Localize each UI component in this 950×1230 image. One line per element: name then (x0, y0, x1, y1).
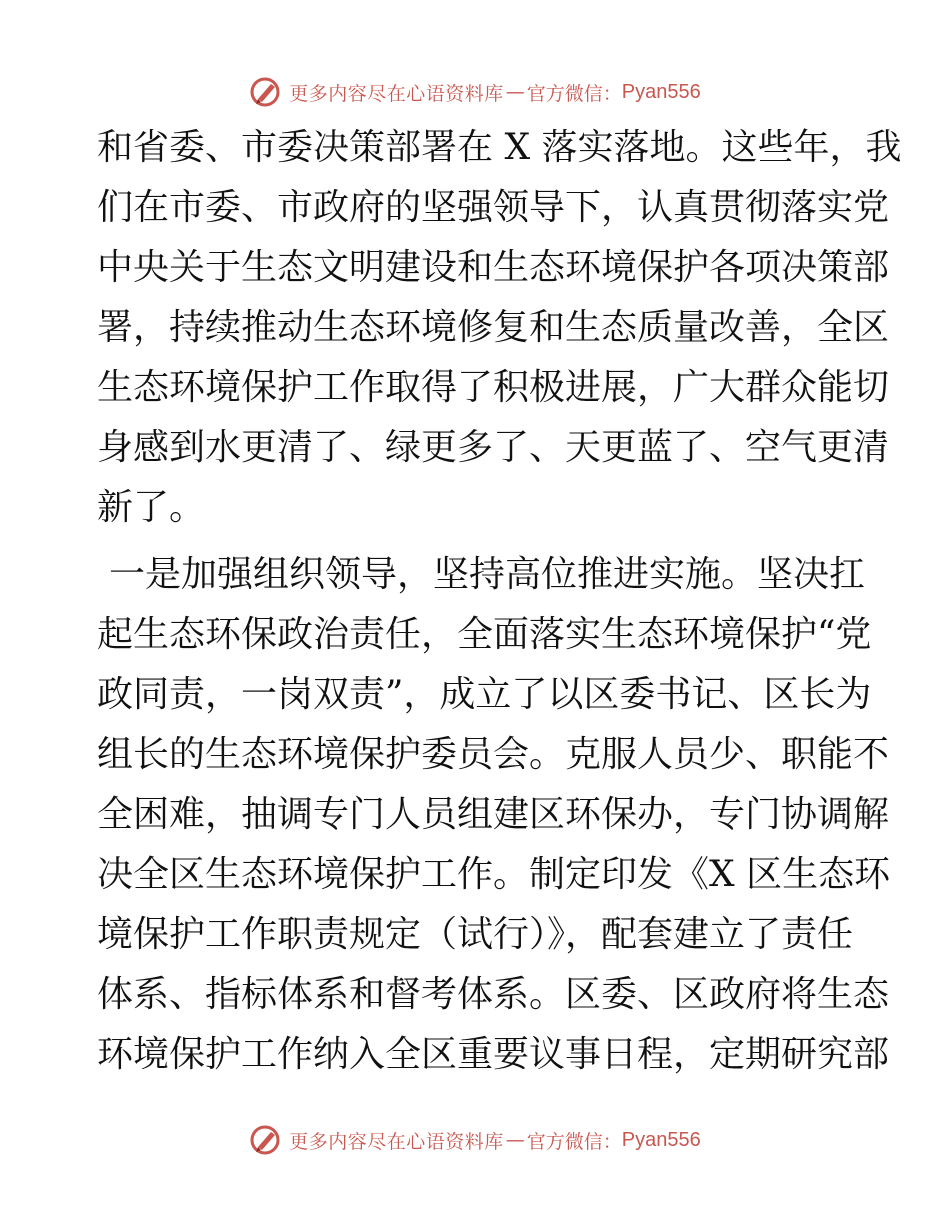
paragraph-line: 环境保护工作纳入全区重要议事日程，定期研究部 (97, 1034, 890, 1075)
paragraph-line: 决全区生态环境保护工作。制定印发《X 区生态环 (97, 854, 891, 895)
paragraph-line: 全困难，抽调专门人员组建区环保办，专门协调解 (97, 794, 890, 835)
pen-logo-icon (249, 75, 283, 109)
paragraph-line: 生态环境保护工作取得了积极进展，广大群众能切 (97, 367, 890, 408)
watermark-official-label: 官方微信： (526, 82, 622, 105)
watermark-brand-text: 更多内容尽在心语资料库 (289, 1130, 504, 1153)
watermark-wechat-handle: Pyan556 (621, 1128, 701, 1151)
watermark-brand-text: 更多内容尽在心语资料库 (289, 82, 504, 105)
paragraph-line: 和省委、市委决策部署在 X 落实落地。这些年，我 (97, 127, 902, 168)
paragraph-2 (97, 545, 891, 1085)
paragraph-line: 署，持续推动生态环境修复和生态质量改善，全区 (97, 307, 890, 348)
footer-watermark (0, 1120, 950, 1160)
watermark-wechat-handle: Pyan556 (621, 80, 701, 103)
watermark-official-label: 官方微信： (526, 1130, 622, 1153)
paragraph-line: 中央关于生态文明建设和生态环境保护各项决策部 (97, 247, 890, 288)
header-watermark (0, 72, 950, 112)
paragraph-line: 政同责，一岗双责”，成立了以区委书记、区长为 (97, 674, 872, 715)
pen-logo-icon (249, 1123, 283, 1157)
watermark-separator: — (505, 81, 525, 103)
paragraph-line: 身感到水更清了、绿更多了、天更蓝了、空气更清 (97, 427, 890, 468)
watermark-separator: — (505, 1129, 525, 1151)
paragraph-1 (97, 118, 902, 538)
paragraph-line: 境保护工作职责规定（试行）》，配套建立了责任 (97, 914, 854, 955)
paragraph-line: 起生态环保政治责任，全面落实生态环境保护“党 (97, 614, 872, 655)
paragraph-line: 体系、指标体系和督考体系。区委、区政府将生态 (97, 974, 890, 1015)
paragraph-line: 们在市委、市政府的坚强领导下，认真贯彻落实党 (97, 187, 890, 228)
paragraph-line: 组长的生态环境保护委员会。克服人员少、职能不 (97, 734, 890, 775)
paragraph-line: 新了。 (97, 487, 206, 528)
paragraph-line: 一是加强组织领导，坚持高位推进实施。坚决扛 (109, 554, 866, 595)
